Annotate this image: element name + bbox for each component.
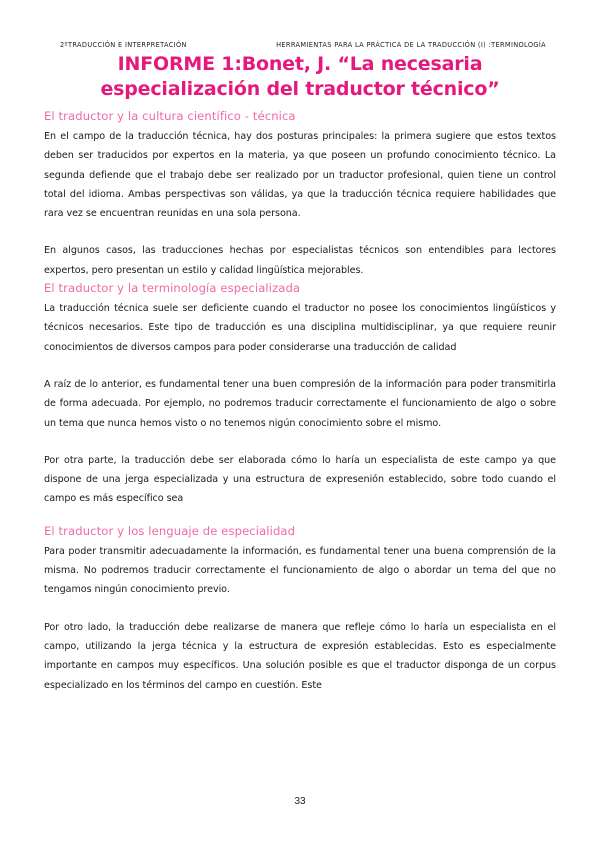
section-heading: El traductor y los lenguaje de especialidad xyxy=(44,523,296,538)
paragraph: La traducción técnica suele ser deficiente cuando el traductor no posee los conocimientos lingüísticos y técnicos necesarios. Este tipo de traducción es una disciplina multidisciplinar, ya que requiere reunir conocimientos de diversos campos para poder considerarse una traducción de calidad xyxy=(44,303,556,353)
section-heading: El traductor y la cultura científico - técnica xyxy=(44,109,296,123)
document-body xyxy=(44,108,556,695)
section-heading: El traductor y la terminología especializada xyxy=(44,281,301,296)
paragraph: Para poder transmitir adecuadamente la información, es fundamental tener una buena comprensión de la misma. No podremos traducir correctamente el funcionamiento de algo o abordar un tema del que no tengamos ningún conocimiento previo. xyxy=(44,545,556,596)
report-title: INFORME 1:Bonet, J. “La necesaria especialización del traductor técnico” xyxy=(100,53,500,100)
header-course: 2ºTRADUCCIÓN E INTERPRETACIÓN xyxy=(60,41,187,49)
paragraph: En el campo de la traducción técnica, hay dos posturas principales: la primera sugiere que estos textos deben ser traducidos por expertos en la materia, ya que poseen un profundo conocimiento técnico. La segunda defiende que el trabajo debe ser realizado por un traductor profesional, quien tiene un control total del idioma. Ambas perspectivas son válidas, ya que la traducción técnica requiere habilidades que rara vez se encuentran reunidas en una sola persona. xyxy=(44,131,556,220)
paragraph: A raíz de lo anterior, es fundamental tener una buen compresión de la información para poder transmitirla de forma adecuada. Por ejemplo, no podremos traducir correctamente el funcionamiento de algo o sobre un tema que nunca hemos visto o no tenemos nigún conocimiento sobre el mismo. xyxy=(44,378,556,429)
section-cultura-cientifico-tecnica xyxy=(44,108,556,280)
paragraph: En algunos casos, las traducciones hechas por especialistas técnicos son entendibles para lectores expertos, pero presentan un estilo y calidad lingüística mejorables. xyxy=(44,245,556,276)
paragraph: Por otro lado, la traducción debe realizarse de manera que refleje cómo lo haría un especialista en el campo, utilizando la jerga técnica y la estructura de expresión establecidas. Esto es especialmente importante en campos muy específicos. Una solución posible es que el traductor disponga de un corpus especializado en los términos del campo en cuestión. Este xyxy=(44,621,556,691)
section-terminologia-especializada xyxy=(44,280,556,523)
section-lenguaje-especialidad xyxy=(44,523,556,695)
page-number: 33 xyxy=(294,796,306,807)
header-subject: HERRAMIENTAS PARA LA PRÁCTICA DE LA TRADUCCIÓN (I) :TERMINOLOGÍA xyxy=(276,41,546,49)
running-header xyxy=(60,41,546,49)
paragraph: Por otra parte, la traducción debe ser elaborada cómo lo haría un especialista de este campo ya que dispone de una jerga especializada y una estructura de expresenión establecido, sobre todo cuando el campo es más específico sea xyxy=(44,454,556,505)
